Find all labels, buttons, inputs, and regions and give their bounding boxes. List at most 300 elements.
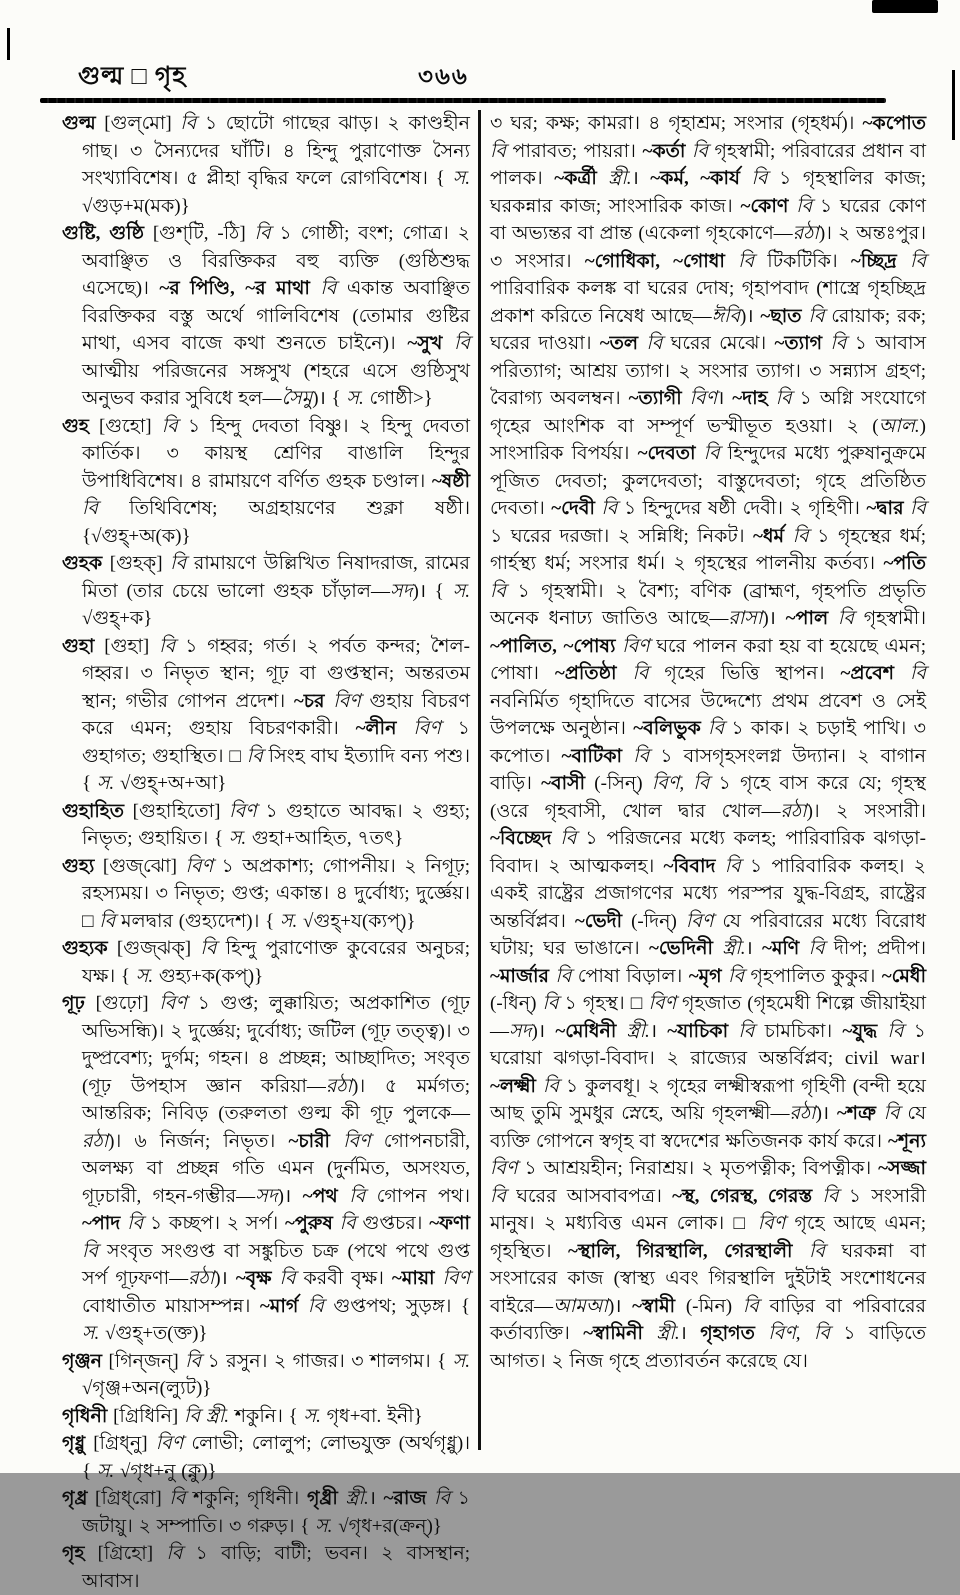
- entry-text-run: গোষ্ঠী>}: [363, 388, 433, 409]
- entry-text-run: ১ হিন্দু দেবতা বিষ্ণু। ২ হিন্দু দেবতা কার্তিক। ৩ কায়স্থ শ্রেণির বাঙালি হিন্দুর উপাধিবিশেষ। ৪ রামায়ণে বর্ণিত গুহক চণ্ডাল।: [82, 415, 470, 492]
- entry-text-run: বিণ, বি: [768, 1323, 830, 1344]
- entry-text-run: বি: [99, 910, 116, 932]
- entry-text-run: ~লক্ষ্মী: [490, 1075, 536, 1097]
- entry-text-run: ~পথ: [302, 1185, 338, 1207]
- entry-text-run: [325, 691, 334, 712]
- entry-text-run: [768, 388, 776, 409]
- entry-text-run: ১ আবাস পরিত্যাগ; আশ্রয় ত্যাগ। ২ সংসার ত্যাগ। ৩ সন্ন্যাস গ্রহণ; বৈরাগ্য অবলম্বন।: [490, 333, 927, 409]
- entry-text-run: [682, 388, 690, 409]
- entry-text-run: আমআ: [553, 1295, 608, 1317]
- entry-text-run: নবনির্মিত গৃহাদিতে বাসের উদ্দেশ্যে প্রথম প্রবেশ ও সেই উপলক্ষে অনুষ্ঠান।: [490, 690, 926, 739]
- entry-text-run: )। ২ সংসারী।: [806, 800, 926, 822]
- entry-text-run: বি: [185, 1350, 202, 1372]
- entry-text-run: বি: [751, 168, 768, 189]
- entry-text-run: (-দিন্): [622, 910, 686, 932]
- entry-text-run: [গুহা]: [94, 635, 160, 657]
- entry-text-run: আত্মীয় পরিজনের সঙ্গসুখ (শহরে এসে গুষ্ঠিসুখ অনুভব করার সুবিধে হল—: [82, 360, 470, 409]
- entry-text-run: সদ: [255, 1185, 278, 1207]
- entry-text-run: বি: [910, 250, 927, 272]
- entry-text-run: গুহা+আহিত, ৭তৎ}: [246, 828, 404, 849]
- entry-text-run: স.: [96, 1460, 115, 1482]
- entry-text-run: বি: [453, 333, 470, 354]
- entry-text-run: বি: [632, 663, 649, 684]
- entry-text-run: সংবৃত সংগুপ্ত বা সঙ্কুচিত চক্র (পথে পথে গুপ্ত সর্প গূঢ়ফণা—: [82, 1240, 470, 1289]
- dictionary-entry: [62, 1348, 470, 1403]
- entry-text-run: ~ছাত: [760, 305, 802, 327]
- entry-text-run: ~কর্ত্রী: [554, 168, 597, 189]
- dictionary-entry: [62, 220, 470, 413]
- entry-text-run: ~ত্যাগ: [774, 333, 823, 354]
- entry-text-run: [333, 1213, 340, 1234]
- entry-text-run: ~স্বামিনী: [583, 1323, 643, 1344]
- entry-text-run: ~বিবাদ: [663, 855, 716, 877]
- entry-text-run: গৃহপালিত কুকুর।: [744, 965, 882, 987]
- entry-text-run: হিন্দু পুরাণোক্ত কুবেরের অনুচর; যক্ষ। {: [82, 938, 470, 987]
- entry-text-run: )।: [740, 305, 761, 327]
- entry-text-run: ~প্রবেশ: [840, 663, 895, 684]
- entry-text-run: ~পাদ: [82, 1213, 121, 1234]
- entry-text-run: [713, 938, 722, 959]
- entry-text-run: [696, 443, 704, 464]
- entry-text-run: স্ত্রী.: [626, 1020, 650, 1042]
- entry-text-run: বিণ: [229, 800, 257, 822]
- entry-text-run: ১ গৃহস্বামী। ২ বৈশ্য; বণিক (ব্রাহ্মণ, গৃহপতি প্রভৃতি অনেক ধনাঢ্য জাতিও আছে—: [490, 580, 926, 629]
- entry-text-run: বিণ: [442, 1268, 471, 1289]
- entry-text-run: ১ ঘরোয়া ঝগড়া-বিবাদ। ২ রাজ্যের অন্তর্বিপ্লব; civil war।: [490, 1020, 926, 1069]
- entry-text-run: ঘরের মেঝে।: [662, 333, 775, 354]
- entry-text-run: গুপ্তচর।: [355, 1213, 430, 1234]
- entry-text-run: [গুল্‌মো]: [95, 113, 181, 134]
- entry-text-run: [876, 1103, 884, 1124]
- entry-text-run: ~দ্বার: [866, 498, 904, 519]
- entry-text-run: রামায়ণে উল্লিখিত নিষাদরাজ, রামের মিতা (তার চেয়ে ভালো গুহক চাঁড়াল—: [82, 553, 471, 602]
- entry-text-run: ১ অপ্রকাশ্য; গোপনীয়। ২ নিগূঢ়; রহস্যময়। ৩ নিভৃত; গুপ্ত; একান্ত। ৪ দুর্বোধ্য; দুর্জ্ঞেয়। □: [82, 855, 471, 932]
- entry-text-run: [716, 856, 725, 877]
- entry-text-run: বি: [254, 223, 271, 244]
- entry-text-run: গূঢ়: [62, 993, 85, 1014]
- entry-text-run: স.: [135, 965, 154, 987]
- entry-text-run: √গুহ্‌+ক}: [82, 608, 153, 629]
- entry-text-run: [897, 251, 910, 272]
- entry-text-run: [গুহাহিতো]: [124, 800, 230, 822]
- entry-text-run: ~মার্জার: [490, 965, 549, 987]
- entry-text-run: বি: [724, 855, 741, 877]
- entry-text-run: ~স্বামী: [632, 1295, 676, 1317]
- entry-text-run: মলদ্বার (গুহ্যদেশ)। {: [115, 910, 280, 932]
- entry-text-run: √গুহ্‌+য(ক্যপ্)}: [297, 910, 416, 932]
- entry-text-run: লোভী; লোলুপ; লোভযুক্ত (অর্থগৃধ্নু)। {: [82, 1433, 470, 1482]
- entry-text-run: হিন্দুদের মধ্যে পুরুষানুক্রমে পূজিত দেবতা; কুলদেবতা; বাস্তুদেবতা; গৃহে প্রতিষ্ঠিত দেবতা।: [490, 443, 927, 519]
- entry-text-run: বি: [542, 1075, 559, 1097]
- entry-text-run: গৃঞ্জন: [62, 1350, 103, 1372]
- page-header: [0, 56, 960, 96]
- entry-text-run: [788, 196, 796, 217]
- entry-text-run: স্ত্রী.: [656, 1323, 680, 1344]
- entry-text-run: [435, 1268, 443, 1289]
- entry-text-run: বি: [601, 498, 618, 519]
- entry-text-run: √গৃধ+র(ক্রন্)}: [332, 1515, 442, 1537]
- entry-text-run: ১ বাসগৃহসংলগ্ন উদ্যান। ২ বাগান বাড়ি।: [490, 745, 926, 794]
- entry-text-run: [426, 1488, 434, 1509]
- entry-text-run: গুহায় বিচরণ করে এমন; গুহায় বিচরণকারী।: [82, 690, 470, 739]
- entry-text-run: বি: [792, 525, 809, 547]
- entry-text-run: [396, 718, 413, 739]
- entry-text-run: ~চ্ছিদ্র: [850, 250, 897, 272]
- entry-text-run: গৃধিনী: [62, 1405, 108, 1427]
- entry-text-run: [728, 1021, 738, 1042]
- entry-text-run: ১ গোষ্ঠী; বংশ; গোত্র। ২ অবাঞ্ছিত ও বিরক্তিকর বহু ব্যক্তি (গুষ্ঠিশুদ্ধ এসেছে)।: [82, 223, 470, 299]
- dictionary-entry: [62, 990, 470, 1348]
- entry-text-run: ১ হিন্দুদের ষষ্ঠী দেবী। ২ গৃহিণী।: [617, 498, 867, 519]
- entry-text-run: ~চর: [293, 690, 325, 712]
- entry-text-run: √গুহ্‌+অ+আ}: [114, 773, 227, 794]
- entry-text-run: বিণ: [685, 910, 714, 932]
- scan-artifact-corner: [872, 0, 938, 13]
- entry-text-run: গুষ্টি, গুষ্ঠি: [62, 223, 144, 244]
- dictionary-entry: [62, 1540, 470, 1595]
- entry-text-run: গুহা: [62, 635, 95, 657]
- entry-text-run: [812, 1186, 822, 1207]
- entry-text-run: স্ত্রী.: [345, 1488, 369, 1509]
- entry-text-run: বিণ: [648, 993, 677, 1014]
- entry-text-run: ~চারী: [288, 1130, 330, 1152]
- entry-text-run: গৃধ্র: [62, 1488, 88, 1509]
- entry-text-run: ১ কুলবধূ। ২ গৃহের লক্ষ্মীস্বরূপা গৃহিণী (বন্দী হয়ে আছ তুমি সুমধুর স্নেহে, অয়ি গৃহলক্ষ্মী—: [490, 1075, 927, 1124]
- page-number: ৩৬৬: [418, 64, 469, 89]
- entry-text-run: স.: [303, 1405, 321, 1427]
- entry-text-run: দীপ; প্রদীপ।: [824, 938, 927, 959]
- entry-text-run: ১ গুপ্ত; লুক্কায়িত; অপ্রকাশিত (গূঢ় অভিসন্ধি)। ২ দুর্জ্ঞেয়; দুর্বোধ্য; জটিল (গূঢ় তত্ত্ব)। ৩ দুষ্প্রবেশ্য; দুর্গম; গহন। ৪ প্রচ্ছন্ন; আচ্ছাদিত; সংবৃত (গূঢ় উপহাস জ্ঞান করিয়া—: [82, 993, 470, 1097]
- entry-text-run: [442, 333, 454, 354]
- entry-text-run: বি: [775, 388, 792, 409]
- entry-text-run: ~মৃগ: [688, 965, 722, 987]
- entry-text-run: ১ বাড়ি; বাটী; ভবন। ২ বাসস্থান; আবাস।: [82, 1543, 470, 1592]
- entry-text-run: গুহক: [62, 553, 103, 574]
- entry-text-run: )। ২ অন্তঃপুর। ৩ সংসার।: [490, 223, 926, 272]
- entry-text-run: ~র পিণ্ডি, ~র মাথা: [159, 278, 310, 299]
- entry-text-run: গৃহে আছে এমন; গৃহস্থিত।: [490, 1213, 926, 1262]
- entry-text-run: বিণ, বি: [651, 773, 710, 794]
- entry-text-run: √গৃধ+নু (ক্নু)}: [114, 1460, 217, 1482]
- entry-text-run: স.: [452, 168, 470, 189]
- entry-text-run: গুহাহিত: [62, 800, 125, 822]
- dictionary-entry: [62, 1430, 470, 1485]
- entry-text-run: )। ৬ নির্জন; নিভৃত।: [108, 1130, 289, 1152]
- entry-text-run: [গুজ্‌ঝক্]: [107, 938, 201, 959]
- entry-text-run: ~প্রতিষ্ঠা: [554, 663, 617, 684]
- entry-text-run: সদ: [389, 580, 413, 602]
- entry-text-run: বি: [796, 195, 813, 217]
- entry-text-run: ১ গুহাগত; গুহাস্থিত। □: [82, 718, 470, 767]
- entry-text-run: বি: [542, 993, 559, 1014]
- entry-text-run: (-ধিন্): [490, 993, 543, 1014]
- entry-text-run: বি: [279, 1268, 296, 1289]
- entry-text-run: ~ফণা: [429, 1213, 471, 1234]
- entry-text-run: ঘরের আসবাবপত্র।: [506, 1185, 673, 1207]
- entry-text-run: ~যুদ্ধ: [842, 1020, 878, 1042]
- entry-text-run: বি: [708, 718, 725, 739]
- dictionary-entry: [62, 853, 470, 936]
- entry-text-run: [310, 278, 320, 299]
- entry-text-run: [740, 168, 752, 189]
- dictionary-entry: [62, 798, 470, 853]
- entry-text-run: [338, 1186, 349, 1207]
- entry-text-run: ~রাজ: [383, 1488, 427, 1509]
- entry-text-run: বি: [742, 1295, 759, 1317]
- guide-words: গুল্ম □ গৃহ: [78, 63, 187, 90]
- entry-text-run: ~যাচিকা: [667, 1020, 729, 1042]
- entry-text-run: ১ সংসারী মানুষ। ২ মধ্যবিত্ত এমন লোক। □: [490, 1185, 926, 1234]
- entry-text-run: )। {: [312, 388, 347, 409]
- entry-text-run: ।: [368, 1488, 384, 1509]
- entry-text-run: ~মায়া: [391, 1268, 435, 1289]
- entry-text-run: ১ গৃহস্থের ধর্ম; গার্হস্থ্য ধর্ম; সংসার ধর্ম। ২ গৃহস্থের পালনীয় কর্তব্য।: [490, 525, 927, 574]
- entry-text-run: স.: [279, 910, 298, 932]
- entry-text-run: ~কোণ: [740, 195, 789, 217]
- entry-text-run: গৃহের ভিত্তি স্থাপন।: [648, 663, 841, 684]
- entry-text-run: বোধাতীত মায়াসম্পন্ন।: [82, 1295, 260, 1317]
- entry-text-run: [597, 168, 609, 189]
- entry-text-run: গৃহস্বামী।: [853, 608, 926, 629]
- entry-text-run: বি: [809, 1240, 826, 1262]
- entry-text-run: [গুশ্‌টি, -ঠি]: [143, 223, 255, 244]
- entry-text-run: [877, 1021, 887, 1042]
- entry-text-run: [গুহো]: [88, 415, 162, 437]
- entry-text-run: স.: [452, 1350, 470, 1372]
- entry-text-run: গুপ্তপথ; সুড়ঙ্গ। {: [323, 1295, 471, 1317]
- entry-text-run: ~কর্তা: [642, 140, 686, 162]
- entry-text-run: সিংহ বাঘ ইত্যাদি বন্য পশু। {: [82, 745, 470, 794]
- entry-text-run: স.: [96, 773, 115, 794]
- dictionary-entry: [62, 110, 470, 220]
- entry-text-run: স.: [228, 828, 247, 849]
- entry-text-run: বি: [320, 278, 337, 299]
- entry-text-run: [894, 663, 910, 684]
- entry-text-run: শকুনি; গৃধিনী।: [185, 1488, 307, 1509]
- entry-text-run: ১ গৃহস্থালির কাজ; ঘরকন্নার কাজ; সাংসারিক কাজ।: [490, 168, 927, 217]
- dictionary-entry: [62, 413, 470, 551]
- entry-text-run: √গুহ্‌+ত(ক্ত)}: [99, 1323, 208, 1344]
- entry-text-run: [784, 526, 793, 547]
- entry-text-run: )। {: [412, 580, 453, 602]
- entry-text-run: ~সুখ: [407, 333, 443, 354]
- entry-text-run: √গুড়+ম(মক)}: [82, 195, 190, 217]
- entry-text-run: টিকটিকি।: [754, 250, 851, 272]
- entry-text-run: তিথিবিশেষ; অগ্রহায়ণের শুক্লা ষষ্ঠী। {√গুহ্‌+অ(ক)}: [82, 498, 470, 547]
- entry-text-run: গুহ্যক: [62, 938, 108, 959]
- entry-text-run: ১ অগ্নি সংযোগে গৃহের আংশিক বা সম্পূর্ণ ভস্মীভূত হওয়া। ২ (: [490, 388, 926, 437]
- entry-text-run: ~শত্রু: [836, 1103, 876, 1124]
- entry-text-run: ~বৃক্ষ: [235, 1268, 272, 1289]
- entry-text-run: বি: [738, 1020, 755, 1042]
- entry-text-run: ১ জটায়ু। ২ সম্পাতি। ৩ গরুড়। {: [82, 1488, 471, 1537]
- entry-text-run: ~শূন্য: [888, 1130, 926, 1152]
- header-rule: [40, 98, 886, 103]
- entry-text-run: [701, 718, 708, 739]
- entry-text-run: ~তল: [599, 333, 639, 354]
- entry-text-run: গুহ্য: [62, 855, 95, 877]
- entry-text-run: [616, 1021, 626, 1042]
- entry-text-run: বি: [200, 938, 217, 959]
- entry-text-run: পারাবত; পায়রা।: [506, 140, 643, 162]
- entry-text-run: বি: [703, 443, 720, 464]
- entry-text-run: বিণ: [622, 635, 650, 657]
- entry-text-run: গৃহ: [62, 1543, 85, 1564]
- entry-text-run: স্ত্রী.: [722, 938, 746, 959]
- entry-text-run: ~ত্যাগী: [628, 388, 682, 409]
- entry-text-run: স্ত্রী.: [608, 168, 632, 189]
- entry-text-run: [গ্রিধিনি]: [107, 1405, 185, 1427]
- entry-text-run: সৈমু: [281, 388, 313, 409]
- entry-text-run: বি: [738, 250, 755, 272]
- entry-text-run: ~দাহ: [732, 388, 768, 409]
- entry-text-run: গুহ্য+ক(কপ্)}: [153, 965, 264, 987]
- entry-text-run: রঠা: [780, 800, 807, 822]
- entry-text-run: ~কর্ম, ~কার্য: [650, 168, 740, 189]
- entry-text-run: (-মিন): [675, 1295, 743, 1317]
- entry-text-run: বিণ: [185, 855, 214, 877]
- entry-text-run: যে পরিবারের মধ্যে বিরোধ ঘটায়; ঘর ভাঙানে।: [490, 910, 926, 959]
- entry-text-run: ~পতি: [883, 553, 926, 574]
- entry-text-run: [643, 1323, 656, 1344]
- entry-text-run: বি: [633, 745, 650, 767]
- entry-text-run: ~মার্গ: [259, 1295, 299, 1317]
- entry-text-run: ~স্থালি, গিরস্থালি, গেরস্থালী: [568, 1240, 793, 1262]
- entry-text-run: ~গোধিকা, ~গোধা: [584, 250, 725, 272]
- entry-text-run: ১ গৃহস্থ। □: [558, 993, 649, 1014]
- entry-text-run: [622, 746, 633, 767]
- entry-text-run: [799, 938, 808, 959]
- entry-text-run: (-সিন্): [585, 773, 652, 794]
- entry-text-run: ~বলিভুক: [633, 718, 701, 739]
- entry-text-run: বি: [822, 1185, 839, 1207]
- entry-text-run: [গুঢ়ো]: [84, 993, 160, 1014]
- entry-text-run: যে ব্যক্তি গোপনে স্বগৃহ বা স্বদেশের ক্ষতিজনক কার্য করে।: [490, 1103, 927, 1152]
- entry-text-run: বি: [909, 663, 926, 684]
- entry-text-run: ~কপোত: [862, 113, 926, 134]
- entry-text-run: [725, 251, 738, 272]
- entry-text-run: ।: [717, 388, 733, 409]
- entry-text-run: বি: [307, 1295, 324, 1317]
- entry-text-run: [গ্রিধ্‌রো]: [87, 1488, 170, 1509]
- entry-text-run: ১ আশ্রয়হীন; নিরাশ্রয়। ২ মৃতপত্নীক; বিপত্নীক।: [517, 1158, 879, 1179]
- entry-text-run: ~পাল: [785, 608, 829, 629]
- entry-text-run: ১ রসুন। ২ গাজর। ৩ শালগম। {: [201, 1350, 453, 1372]
- entry-text-run: গুহ: [62, 415, 89, 437]
- entry-text-run: ~মেধী: [881, 965, 927, 987]
- entry-text-run: ~বাটিকা: [561, 745, 623, 767]
- entry-text-run: রোয়াক; রক; ঘরের দাওয়া।: [490, 305, 927, 354]
- entry-text-run: স.: [315, 1515, 333, 1537]
- entry-text-run: বি: [339, 1213, 356, 1234]
- entry-text-run: বি: [82, 1240, 99, 1262]
- entry-text-run: [792, 1241, 809, 1262]
- entry-text-run: [330, 1131, 343, 1152]
- entry-text-run: পোষা বিড়াল।: [571, 965, 689, 987]
- entry-text-run: ১ পারিবারিক কলহ। ২ একই রাষ্ট্রের প্রজাগণের মধ্যে পরস্পর যুদ্ধ-বিগ্রহ, রাষ্ট্রের অন্তর্বিপ্লব।: [490, 855, 926, 932]
- entry-text-run: বি: [166, 1543, 183, 1564]
- entry-text-run: ১ গুহাতে আবদ্ধ। ২ গুহ্য; নিভৃত; গুহায়িত। {: [82, 800, 470, 849]
- entry-text-run: গৃধ্নু: [62, 1433, 86, 1454]
- entry-text-run: ~ভেদিনী: [648, 938, 713, 959]
- entry-text-run: ~বিচ্ছেদ: [490, 828, 552, 849]
- entry-text-run: )।: [531, 1020, 556, 1042]
- entry-text-run: রঠা: [188, 1268, 215, 1289]
- entry-text-run: [298, 1296, 308, 1317]
- entry-text-run: রঠা: [792, 223, 819, 244]
- entry-text-run: ১ বাড়িতে আগত। ২ নিজ গৃহে প্রত্যাবর্তন করেছে যে।: [490, 1323, 926, 1372]
- entry-text-run: বি: [808, 938, 825, 959]
- entry-text-run: বি: [159, 635, 176, 657]
- entry-text-run: ১ কচ্ছপ। ২ সর্প।: [143, 1213, 286, 1234]
- entry-text-run: ~দেবতা: [637, 443, 696, 464]
- entry-text-run: বি: [169, 1488, 186, 1509]
- entry-text-run: বিণ: [343, 1130, 371, 1152]
- entry-text-run: স.: [82, 1323, 100, 1344]
- entry-text-run: বিণ: [155, 1433, 184, 1454]
- entry-text-run: ঘরকন্না বা সংসারের কাজ (স্বাস্থ্য এবং গিরস্থালি দুইটাই সংশোধনের বাইরে—: [490, 1240, 926, 1317]
- entry-text-run: বি: [691, 140, 708, 162]
- entry-text-run: ~মেধিনী: [555, 1020, 617, 1042]
- entry-text-run: ~দেবী: [551, 498, 595, 519]
- entry-text-run: বি: [837, 608, 854, 629]
- entry-text-run: বিণ: [413, 718, 441, 739]
- entry-text-run: )।: [277, 1185, 303, 1207]
- entry-text-run: ~পুরুষ: [285, 1213, 333, 1234]
- entry-text-run: ১ গৃহে বাস করে যে; গৃহস্থ (ওরে গৃহবাসী, খোল দ্বার খোল—: [490, 773, 926, 822]
- entry-text-run: [828, 608, 838, 629]
- entry-text-run: বি: [808, 305, 825, 327]
- entry-text-run: ১ কাক। ২ চড়াই পাখি। ৩ কপোত।: [490, 718, 926, 767]
- entry-text-run: ~মণি: [761, 938, 800, 959]
- entry-text-run: বাড়ির বা পরিবারের কর্তাব্যক্তি।: [490, 1295, 926, 1344]
- entry-text-run: ১ গহ্বর; গর্ত। ২ পর্বত কন্দর; শৈল-গহ্বর। ৩ নিভৃত স্থান; গূঢ় বা গুপ্তস্থান; অন্তরতম স্থান; গভীর গোপন প্রদেশ।: [82, 635, 471, 712]
- entry-text-run: [গুজ্‌ঝো]: [94, 855, 186, 877]
- entry-text-run: ১ ছোটো গাছের ঝাড়। ২ কাণ্ডহীন গাছ। ৩ সৈন্যদের ঘাঁটি। ৪ হিন্দু পুরাণোক্ত সৈন্য সংখ্যাবিশেষ। ৫ প্লীহা বৃদ্ধির ফলে রোগবিশেষ। {: [82, 113, 471, 189]
- entry-text-run: করবী বৃক্ষ।: [295, 1268, 392, 1289]
- entry-text-run: গুল্ম: [62, 113, 96, 134]
- entry-text-run: ৩ ঘর; কক্ষ; কামরা। ৪ গৃহাশ্রম; সংসার (গৃহধর্ম)।: [490, 113, 863, 134]
- entry-text-run: ~লীন: [355, 718, 397, 739]
- entry-text-run: √গৃঞ্জ+অন(ল্যুট)}: [82, 1378, 212, 1399]
- entry-text-run: চামচিকা।: [754, 1020, 843, 1042]
- entry-text-run: বিণ: [757, 1213, 786, 1234]
- entry-text-run: বি: [490, 140, 507, 162]
- entry-text-run: )।: [607, 1295, 633, 1317]
- entry-text-run: গৃধ্রী: [306, 1488, 338, 1509]
- dictionary-entry: [62, 1485, 470, 1540]
- entry-text-run: ~পালিত, ~পোষ্য: [490, 635, 616, 657]
- entry-text-run: বি: [646, 333, 663, 354]
- entry-text-run: [গুহক্]: [102, 553, 171, 574]
- entry-text-run: বি: [883, 1103, 900, 1124]
- entry-text-run: বি: [161, 415, 178, 437]
- entry-text-run: বি: [349, 1185, 366, 1207]
- dictionary-entry: [62, 1403, 470, 1431]
- entry-text-run: শকুনি। {: [229, 1405, 304, 1427]
- entry-text-run: ~বাসী: [541, 773, 586, 794]
- dictionary-entry: [62, 935, 470, 990]
- entry-text-run: [গিন্‌জন্]: [102, 1350, 186, 1372]
- entry-text-run: বি: [887, 1020, 904, 1042]
- dictionary-entry: [62, 550, 470, 633]
- entry-text-run: গৃধ+বা. ইনী}: [320, 1405, 423, 1427]
- entry-text-run: আল.: [878, 415, 920, 437]
- entry-text-run: )।: [214, 1268, 236, 1289]
- entry-text-run: স.: [346, 388, 364, 409]
- entry-text-run: বিণ: [490, 1158, 518, 1179]
- entry-text-run: )।: [815, 1103, 837, 1124]
